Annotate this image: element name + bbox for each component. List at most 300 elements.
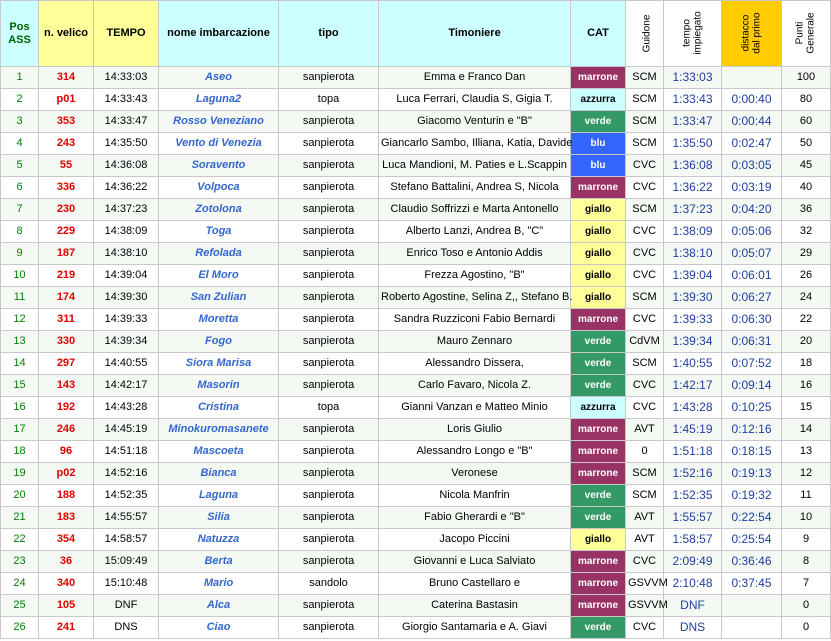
cell-tipo: sanpierota	[279, 199, 379, 221]
cell-pos: 24	[1, 573, 39, 595]
cell-cat: verde	[571, 485, 626, 507]
table-row[interactable]	[1, 595, 831, 617]
cell-tempo-impiegato: 1:39:34	[664, 331, 722, 353]
cell-tipo: sanpierota	[279, 309, 379, 331]
cell-distacco: 0:37:45	[722, 573, 782, 595]
cell-timoniere: Alessandro Longo e "B"	[379, 441, 571, 463]
cell-tipo: sanpierota	[279, 331, 379, 353]
cell-distacco: 0:05:07	[722, 243, 782, 265]
cell-velico: 336	[39, 177, 94, 199]
cell-nome: Masorin	[159, 375, 279, 397]
cell-timoniere: Loris Giulio	[379, 419, 571, 441]
cell-nome: Laguna	[159, 485, 279, 507]
cell-guidone: GSVVM	[626, 573, 664, 595]
cell-pos: 17	[1, 419, 39, 441]
cell-tempo-impiegato: 1:52:16	[664, 463, 722, 485]
cell-tempo-impiegato: 1:40:55	[664, 353, 722, 375]
cell-cat: verde	[571, 353, 626, 375]
cell-velico: 314	[39, 67, 94, 89]
cell-nome: Silia	[159, 507, 279, 529]
cell-tempo-impiegato: 1:51:18	[664, 441, 722, 463]
cell-nome: Fogo	[159, 331, 279, 353]
cell-distacco: 0:05:06	[722, 221, 782, 243]
cell-punti: 100	[782, 67, 831, 89]
cell-velico: 174	[39, 287, 94, 309]
table-row[interactable]	[1, 89, 831, 111]
cell-punti: 80	[782, 89, 831, 111]
cell-punti: 8	[782, 551, 831, 573]
cell-cat: giallo	[571, 221, 626, 243]
cell-velico: 330	[39, 331, 94, 353]
cell-tempo: 14:51:18	[94, 441, 159, 463]
cell-pos: 18	[1, 441, 39, 463]
cell-tipo: sanpierota	[279, 463, 379, 485]
cell-tempo-impiegato: 1:33:47	[664, 111, 722, 133]
cell-timoniere: Claudio Soffrizzi e Marta Antonello	[379, 199, 571, 221]
cell-timoniere: Stefano Battalini, Andrea S, Nicola	[379, 177, 571, 199]
cell-punti: 50	[782, 133, 831, 155]
table-row[interactable]	[1, 551, 831, 573]
table-row[interactable]	[1, 331, 831, 353]
header-cat[interactable]: CAT	[571, 1, 626, 67]
cell-pos: 21	[1, 507, 39, 529]
cell-tempo: 14:36:08	[94, 155, 159, 177]
header-punti[interactable]	[782, 1, 831, 67]
cell-nome: San Zulian	[159, 287, 279, 309]
cell-punti: 14	[782, 419, 831, 441]
cell-cat: marrone	[571, 419, 626, 441]
cell-timoniere: Luca Ferrari, Claudia S, Gigia T.	[379, 89, 571, 111]
cell-punti: 0	[782, 595, 831, 617]
cell-guidone: SCM	[626, 67, 664, 89]
results-body	[1, 67, 831, 639]
cell-distacco: 0:06:30	[722, 309, 782, 331]
cell-distacco	[722, 617, 782, 639]
cell-pos: 11	[1, 287, 39, 309]
table-row[interactable]	[1, 529, 831, 551]
cell-timoniere: Alberto Lanzi, Andrea B, "C"	[379, 221, 571, 243]
cell-distacco: 0:36:46	[722, 551, 782, 573]
cell-velico: 246	[39, 419, 94, 441]
cell-punti: 26	[782, 265, 831, 287]
cell-nome: Ciao	[159, 617, 279, 639]
cell-velico: 105	[39, 595, 94, 617]
cell-distacco: 0:03:05	[722, 155, 782, 177]
table-row[interactable]	[1, 353, 831, 375]
cell-distacco: 0:19:13	[722, 463, 782, 485]
cell-tempo: 14:52:16	[94, 463, 159, 485]
cell-tempo-impiegato: 1:36:22	[664, 177, 722, 199]
table-row[interactable]	[1, 441, 831, 463]
header-punti-label: Punti Generale	[794, 12, 817, 54]
cell-distacco	[722, 595, 782, 617]
cell-tipo: sanpierota	[279, 551, 379, 573]
cell-tipo: sanpierota	[279, 265, 379, 287]
table-row[interactable]	[1, 221, 831, 243]
cell-tipo: sanpierota	[279, 155, 379, 177]
cell-cat: marrone	[571, 573, 626, 595]
table-row[interactable]	[1, 309, 831, 331]
cell-velico: 230	[39, 199, 94, 221]
cell-tempo-impiegato: 1:52:35	[664, 485, 722, 507]
table-row[interactable]	[1, 243, 831, 265]
cell-tempo-impiegato: 1:39:33	[664, 309, 722, 331]
cell-timoniere: Enrico Toso e Antonio Addis	[379, 243, 571, 265]
table-row[interactable]	[1, 617, 831, 639]
cell-pos: 14	[1, 353, 39, 375]
cell-distacco	[722, 67, 782, 89]
cell-tipo: sanpierota	[279, 353, 379, 375]
cell-tipo: sanpierota	[279, 375, 379, 397]
cell-punti: 22	[782, 309, 831, 331]
table-row[interactable]	[1, 155, 831, 177]
cell-nome: Aseo	[159, 67, 279, 89]
cell-tipo: sanpierota	[279, 529, 379, 551]
cell-timoniere: Frezza Agostino, "B"	[379, 265, 571, 287]
cell-velico: 340	[39, 573, 94, 595]
cell-distacco: 0:00:44	[722, 111, 782, 133]
cell-cat: verde	[571, 111, 626, 133]
cell-tempo: 14:42:17	[94, 375, 159, 397]
cell-timoniere: Fabio Gherardi e "B"	[379, 507, 571, 529]
cell-tipo: sanpierota	[279, 287, 379, 309]
cell-punti: 18	[782, 353, 831, 375]
cell-tipo: sanpierota	[279, 441, 379, 463]
cell-guidone: 0	[626, 441, 664, 463]
header-distacco-label: distacco dal primo	[740, 12, 763, 54]
header-timoniere[interactable]: Timoniere	[379, 1, 571, 67]
cell-punti: 40	[782, 177, 831, 199]
cell-punti: 11	[782, 485, 831, 507]
cell-nome: El Moro	[159, 265, 279, 287]
cell-distacco: 0:19:32	[722, 485, 782, 507]
cell-cat: giallo	[571, 199, 626, 221]
cell-timoniere: Nicola Manfrin	[379, 485, 571, 507]
cell-guidone: CVC	[626, 397, 664, 419]
cell-tempo: 14:55:57	[94, 507, 159, 529]
cell-guidone: GSVVM	[626, 595, 664, 617]
cell-pos: 6	[1, 177, 39, 199]
cell-tipo: sanpierota	[279, 595, 379, 617]
cell-nome: Vento di Venezia	[159, 133, 279, 155]
cell-tempo-impiegato: DNF	[664, 595, 722, 617]
cell-punti: 16	[782, 375, 831, 397]
cell-tempo-impiegato: 2:10:48	[664, 573, 722, 595]
cell-pos: 1	[1, 67, 39, 89]
header-tempo-impiegato[interactable]	[664, 1, 722, 67]
cell-tempo: 14:43:28	[94, 397, 159, 419]
table-row[interactable]	[1, 199, 831, 221]
header-tipo[interactable]: tipo	[279, 1, 379, 67]
cell-guidone: AVT	[626, 419, 664, 441]
header-guidone-label: Guidone	[641, 14, 653, 53]
table-row[interactable]	[1, 485, 831, 507]
header-row	[1, 1, 831, 67]
cell-nome: Siora Marisa	[159, 353, 279, 375]
cell-timoniere: Mauro Zennaro	[379, 331, 571, 353]
cell-tempo: 15:09:49	[94, 551, 159, 573]
cell-guidone: SCM	[626, 133, 664, 155]
cell-pos: 10	[1, 265, 39, 287]
cell-tempo-impiegato: 1:38:10	[664, 243, 722, 265]
cell-distacco: 0:12:16	[722, 419, 782, 441]
cell-pos: 2	[1, 89, 39, 111]
cell-guidone: CVC	[626, 177, 664, 199]
cell-pos: 8	[1, 221, 39, 243]
cell-velico: 187	[39, 243, 94, 265]
cell-distacco: 0:06:27	[722, 287, 782, 309]
cell-cat: verde	[571, 507, 626, 529]
cell-guidone: CdVM	[626, 331, 664, 353]
cell-tipo: sanpierota	[279, 221, 379, 243]
cell-tempo: 14:33:43	[94, 89, 159, 111]
cell-cat: azzurra	[571, 397, 626, 419]
cell-cat: marrone	[571, 463, 626, 485]
cell-pos: 20	[1, 485, 39, 507]
cell-nome: Soravento	[159, 155, 279, 177]
header-tempo[interactable]: TEMPO	[94, 1, 159, 67]
cell-guidone: CVC	[626, 265, 664, 287]
cell-pos: 5	[1, 155, 39, 177]
cell-guidone: SCM	[626, 89, 664, 111]
cell-guidone: CVC	[626, 551, 664, 573]
cell-tempo: DNS	[94, 617, 159, 639]
cell-velico: 297	[39, 353, 94, 375]
cell-punti: 10	[782, 507, 831, 529]
cell-guidone: CVC	[626, 617, 664, 639]
cell-punti: 13	[782, 441, 831, 463]
cell-nome: Volpoca	[159, 177, 279, 199]
table-row[interactable]	[1, 375, 831, 397]
cell-tempo: 14:39:04	[94, 265, 159, 287]
cell-punti: 36	[782, 199, 831, 221]
cell-nome: Berta	[159, 551, 279, 573]
table-row[interactable]	[1, 507, 831, 529]
cell-tempo-impiegato: 1:43:28	[664, 397, 722, 419]
cell-cat: marrone	[571, 177, 626, 199]
cell-punti: 24	[782, 287, 831, 309]
cell-tempo: DNF	[94, 595, 159, 617]
cell-nome: Toga	[159, 221, 279, 243]
cell-velico: 143	[39, 375, 94, 397]
cell-tempo: 14:40:55	[94, 353, 159, 375]
cell-tempo: 14:33:47	[94, 111, 159, 133]
cell-cat: blu	[571, 133, 626, 155]
cell-guidone: CVC	[626, 243, 664, 265]
table-row[interactable]	[1, 287, 831, 309]
cell-nome: Cristina	[159, 397, 279, 419]
cell-pos: 4	[1, 133, 39, 155]
cell-cat: verde	[571, 617, 626, 639]
cell-timoniere: Giorgio Santamaria e A. Giavi	[379, 617, 571, 639]
table-row[interactable]	[1, 67, 831, 89]
table-row[interactable]	[1, 177, 831, 199]
cell-punti: 29	[782, 243, 831, 265]
table-row[interactable]	[1, 463, 831, 485]
header-nome[interactable]: nome imbarcazione	[159, 1, 279, 67]
cell-velico: 353	[39, 111, 94, 133]
cell-punti: 45	[782, 155, 831, 177]
cell-timoniere: Caterina Bastasin	[379, 595, 571, 617]
cell-nome: Zotolona	[159, 199, 279, 221]
table-row[interactable]	[1, 397, 831, 419]
cell-nome: Minokuromasanete	[159, 419, 279, 441]
cell-tempo: 14:39:33	[94, 309, 159, 331]
cell-guidone: SCM	[626, 485, 664, 507]
cell-velico: 192	[39, 397, 94, 419]
header-distacco[interactable]	[722, 1, 782, 67]
cell-punti: 9	[782, 529, 831, 551]
cell-tipo: sanpierota	[279, 133, 379, 155]
cell-velico: 183	[39, 507, 94, 529]
cell-guidone: AVT	[626, 529, 664, 551]
cell-punti: 32	[782, 221, 831, 243]
cell-pos: 23	[1, 551, 39, 573]
cell-tempo: 14:58:57	[94, 529, 159, 551]
cell-tipo: sanpierota	[279, 67, 379, 89]
cell-tipo: sanpierota	[279, 507, 379, 529]
cell-tempo-impiegato: 1:38:09	[664, 221, 722, 243]
cell-timoniere: Luca Mandioni, M. Paties e L.Scappin	[379, 155, 571, 177]
header-tempo-impiegato-label: tempo impiegato	[681, 11, 704, 55]
cell-pos: 22	[1, 529, 39, 551]
table-row[interactable]	[1, 419, 831, 441]
cell-tempo-impiegato: 1:45:19	[664, 419, 722, 441]
cell-distacco: 0:09:14	[722, 375, 782, 397]
cell-timoniere: Sandra Ruzziconi Fabio Bernardi	[379, 309, 571, 331]
cell-punti: 12	[782, 463, 831, 485]
cell-pos: 26	[1, 617, 39, 639]
cell-distacco: 0:06:31	[722, 331, 782, 353]
cell-tempo-impiegato: 1:36:08	[664, 155, 722, 177]
header-guidone[interactable]	[626, 1, 664, 67]
cell-velico: 188	[39, 485, 94, 507]
cell-tipo: sanpierota	[279, 111, 379, 133]
cell-velico: 55	[39, 155, 94, 177]
cell-distacco: 0:22:54	[722, 507, 782, 529]
cell-tempo: 14:36:22	[94, 177, 159, 199]
cell-cat: marrone	[571, 67, 626, 89]
cell-velico: 219	[39, 265, 94, 287]
cell-nome: Mascoeta	[159, 441, 279, 463]
cell-tempo: 14:39:34	[94, 331, 159, 353]
cell-cat: marrone	[571, 595, 626, 617]
cell-tipo: sandolo	[279, 573, 379, 595]
cell-tempo-impiegato: 1:33:43	[664, 89, 722, 111]
cell-distacco: 0:18:15	[722, 441, 782, 463]
cell-tempo: 14:39:30	[94, 287, 159, 309]
cell-velico: 36	[39, 551, 94, 573]
cell-pos: 7	[1, 199, 39, 221]
cell-tempo-impiegato: DNS	[664, 617, 722, 639]
cell-timoniere: Gianni Vanzan e Matteo Minio	[379, 397, 571, 419]
cell-nome: Rosso Veneziano	[159, 111, 279, 133]
cell-guidone: CVC	[626, 309, 664, 331]
cell-pos: 16	[1, 397, 39, 419]
cell-tempo: 14:33:03	[94, 67, 159, 89]
cell-velico: 241	[39, 617, 94, 639]
cell-cat: giallo	[571, 265, 626, 287]
cell-tempo-impiegato: 1:55:57	[664, 507, 722, 529]
cell-tempo-impiegato: 1:42:17	[664, 375, 722, 397]
cell-punti: 15	[782, 397, 831, 419]
cell-pos: 3	[1, 111, 39, 133]
cell-nome: Natuzza	[159, 529, 279, 551]
cell-timoniere: Giacomo Venturin e "B"	[379, 111, 571, 133]
header-velico[interactable]: n. velico	[39, 1, 94, 67]
cell-distacco: 0:04:20	[722, 199, 782, 221]
cell-distacco: 0:07:52	[722, 353, 782, 375]
table-row[interactable]	[1, 573, 831, 595]
cell-velico: 311	[39, 309, 94, 331]
cell-pos: 25	[1, 595, 39, 617]
cell-guidone: SCM	[626, 353, 664, 375]
cell-punti: 0	[782, 617, 831, 639]
cell-pos: 13	[1, 331, 39, 353]
cell-velico: p02	[39, 463, 94, 485]
cell-nome: Laguna2	[159, 89, 279, 111]
cell-tipo: sanpierota	[279, 243, 379, 265]
cell-tempo: 14:52:35	[94, 485, 159, 507]
cell-tipo: sanpierota	[279, 177, 379, 199]
cell-timoniere: Giancarlo Sambo, Illiana, Katia, Davide	[379, 133, 571, 155]
cell-tempo: 14:35:50	[94, 133, 159, 155]
cell-cat: giallo	[571, 243, 626, 265]
cell-timoniere: Bruno Castellaro e	[379, 573, 571, 595]
cell-guidone: SCM	[626, 111, 664, 133]
cell-punti: 60	[782, 111, 831, 133]
cell-tempo-impiegato: 1:39:30	[664, 287, 722, 309]
cell-guidone: SCM	[626, 199, 664, 221]
cell-timoniere: Emma e Franco Dan	[379, 67, 571, 89]
cell-tempo-impiegato: 1:37:23	[664, 199, 722, 221]
table-row[interactable]	[1, 265, 831, 287]
cell-guidone: CVC	[626, 221, 664, 243]
table-row[interactable]	[1, 133, 831, 155]
cell-tempo-impiegato: 1:35:50	[664, 133, 722, 155]
cell-distacco: 0:03:19	[722, 177, 782, 199]
cell-distacco: 0:10:25	[722, 397, 782, 419]
cell-tempo-impiegato: 1:33:03	[664, 67, 722, 89]
cell-pos: 9	[1, 243, 39, 265]
cell-distacco: 0:00:40	[722, 89, 782, 111]
cell-nome: Alca	[159, 595, 279, 617]
cell-nome: Moretta	[159, 309, 279, 331]
cell-cat: azzurra	[571, 89, 626, 111]
cell-punti: 7	[782, 573, 831, 595]
cell-tipo: sanpierota	[279, 485, 379, 507]
cell-velico: 243	[39, 133, 94, 155]
cell-cat: blu	[571, 155, 626, 177]
cell-guidone: SCM	[626, 287, 664, 309]
cell-tempo-impiegato: 2:09:49	[664, 551, 722, 573]
table-row[interactable]	[1, 111, 831, 133]
cell-cat: verde	[571, 375, 626, 397]
cell-guidone: AVT	[626, 507, 664, 529]
header-pos[interactable]: Pos ASS	[1, 1, 39, 67]
cell-nome: Mario	[159, 573, 279, 595]
cell-timoniere: Alessandro Dissera,	[379, 353, 571, 375]
cell-tempo: 15:10:48	[94, 573, 159, 595]
cell-pos: 12	[1, 309, 39, 331]
cell-cat: marrone	[571, 551, 626, 573]
cell-pos: 19	[1, 463, 39, 485]
cell-tipo: sanpierota	[279, 617, 379, 639]
cell-velico: 229	[39, 221, 94, 243]
cell-nome: Bianca	[159, 463, 279, 485]
cell-distacco: 0:06:01	[722, 265, 782, 287]
cell-timoniere: Veronese	[379, 463, 571, 485]
